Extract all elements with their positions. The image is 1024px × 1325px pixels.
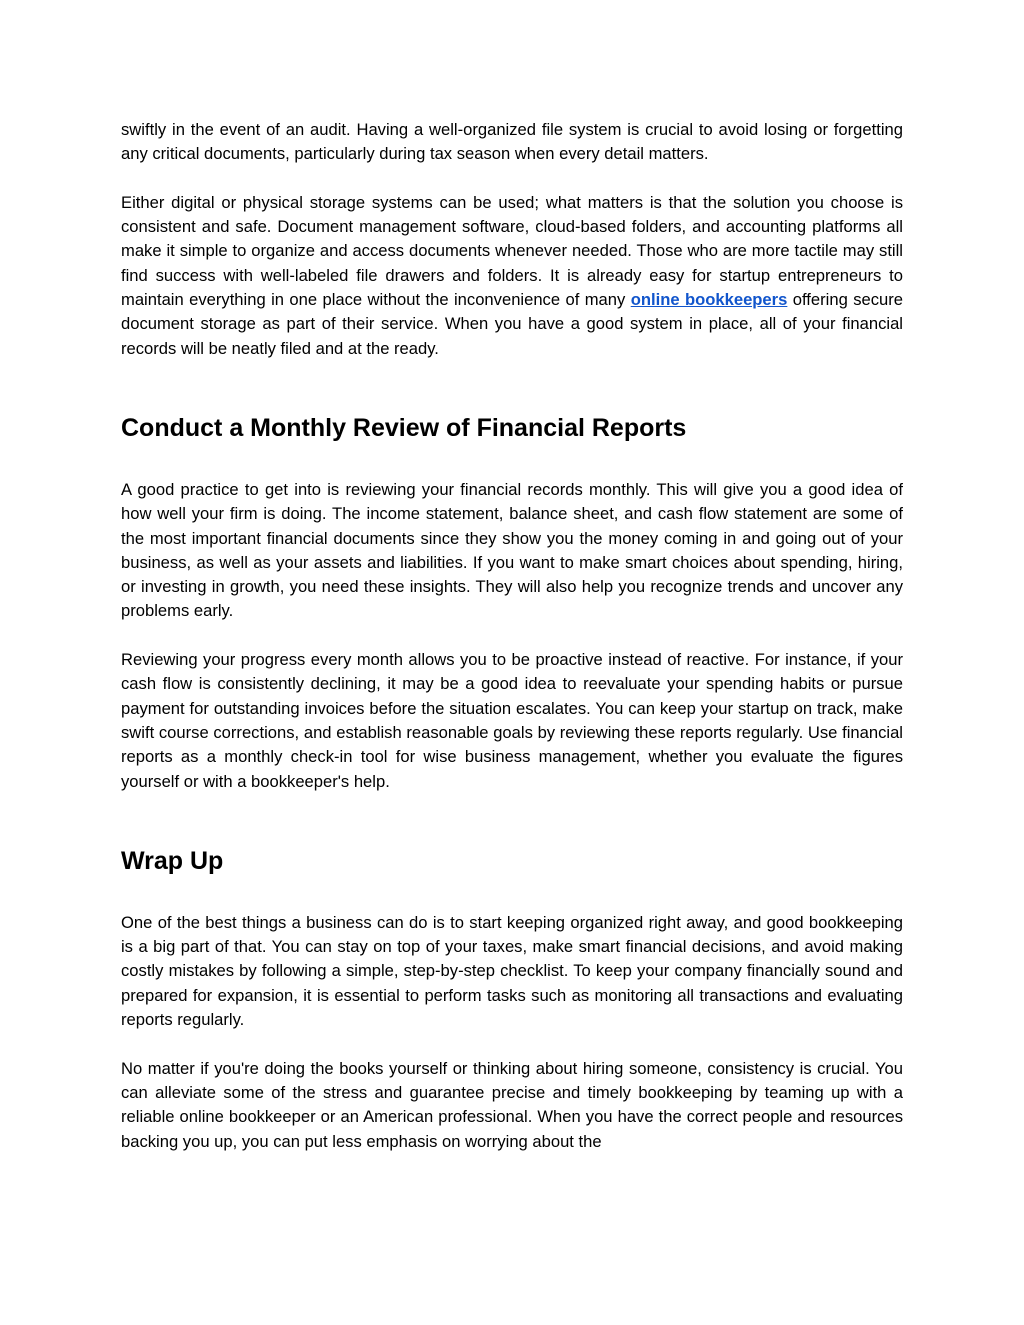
paragraph-spacer xyxy=(121,167,903,191)
paragraph-storage-systems xyxy=(121,191,903,361)
paragraph-wrap-up-organized: One of the best things a business can do is to start keeping organized right away, and good bookkeeping is a big part of that. You can stay on top of your taxes, make smart financial decisions, and avoid making costly mistakes by following a simple, step-by-step checklist. To keep your company financially sound and prepared for expansion, it is essential to perform tasks such as monitoring all transactions and evaluating reports regularly. xyxy=(121,912,903,1030)
paragraph-wrap-up-consistency: No matter if you're doing the books yourself or thinking about hiring someone, consistency is crucial. You can alleviate some of the stress and guarantee precise and timely bookkeeping by teaming up with a reliable online bookkeeper or an American professional. When you have the correct people and resources backing you up, you can put less emphasis on worrying about the xyxy=(121,1058,903,1151)
paragraph-audit-filing: swiftly in the event of an audit. Having a well-organized file system is crucial to avoid losing or forgetting any critical documents, particularly during tax season when every detail matters. xyxy=(121,120,903,164)
paragraph-spacer xyxy=(121,624,903,648)
paragraph-storage-text-before: Either digital or physical storage systems can be used; what matters is that the solution you choose is consistent and safe. Document management software, cloud-based folders, and accounting platforms all make it simple to organize and access documents whenever needed. Those who are more tactile may still find success with well-labeled file drawers and folders. It is already easy for startup entrepreneurs to maintain everything in one place without the inconvenience of many xyxy=(121,192,903,310)
heading-monthly-review: Conduct a Monthly Review of Financial Reports xyxy=(121,413,687,442)
heading-spacer xyxy=(121,877,903,911)
paragraph-monthly-review: A good practice to get into is reviewing your financial records monthly. This will give you a good idea of how well your firm is doing. The income statement, balance sheet, and cash flow statement are some of the most important financial documents since they show you the money coming in and going out of your business, as well as your assets and liabilities. If you want to make smart choices about spending, hiring, or investing in growth, you need these insights. They will also help you recognize trends and uncover any problems early. xyxy=(121,479,903,621)
heading-wrap-up: Wrap Up xyxy=(121,846,224,875)
document-page xyxy=(121,118,903,1154)
section-spacer xyxy=(121,794,903,845)
heading-spacer xyxy=(121,444,903,478)
paragraph-progress-review: Reviewing your progress every month allows you to be proactive instead of reactive. For instance, if your cash flow is consistently declining, it may be a good idea to reevaluate your spending habits or pursue payment for outstanding invoices before the situation escalates. You can keep your startup on track, make swift course corrections, and establish reasonable goals by reviewing these reports regularly. Use financial reports as a monthly check-in tool for wise business management, whether you evaluate the figures yourself or with a bookkeeper's help. xyxy=(121,650,903,791)
online-bookkeepers-link[interactable]: online bookkeepers xyxy=(630,290,788,310)
section-spacer xyxy=(121,361,903,412)
paragraph-storage-text-after: offering secure document storage as part of their service. When you have a good system in place, all of your financial records will be neatly filed and at the ready. xyxy=(121,290,904,358)
paragraph-spacer xyxy=(121,1032,903,1056)
